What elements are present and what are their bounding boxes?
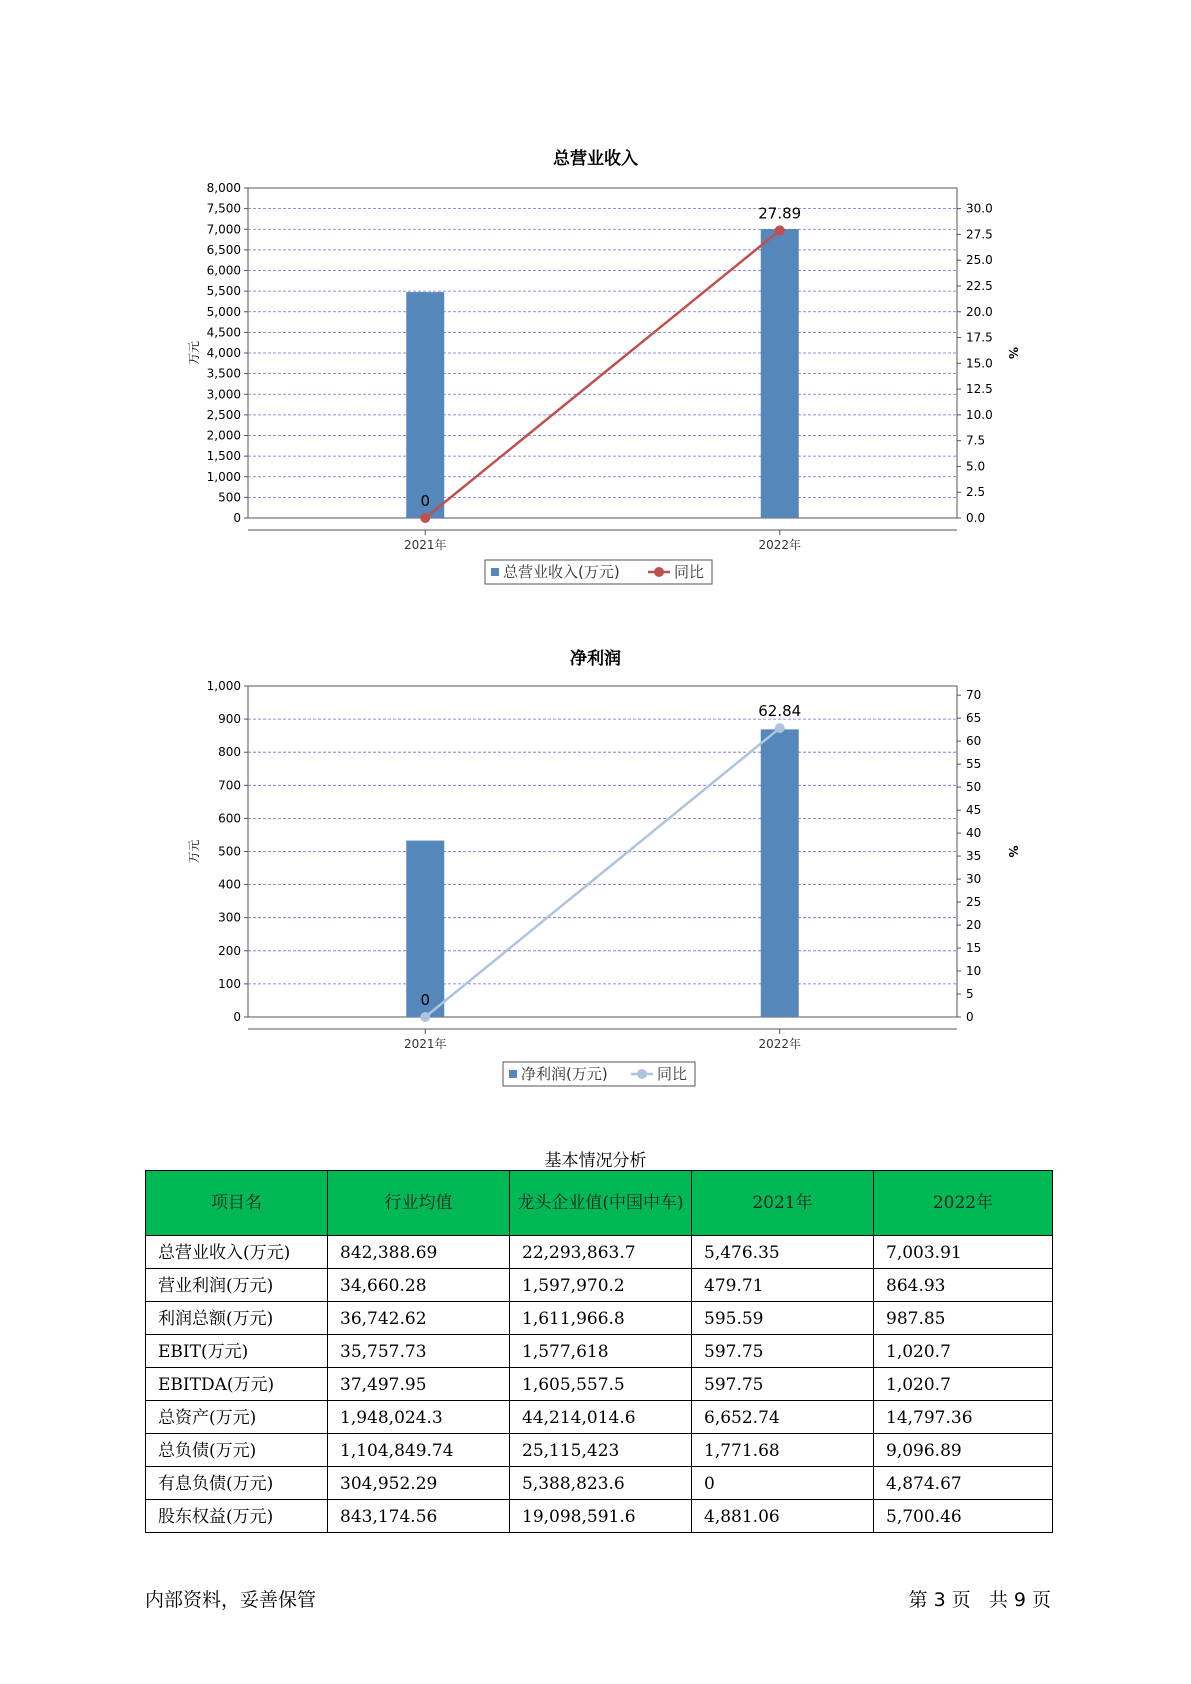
data-label: 27.89 [758,204,802,223]
y2-tick-label: 5 [966,987,974,1002]
table-cell: 1,605,557.5 [510,1368,692,1401]
y-tick-label: 500 [218,844,241,859]
table-cell: 0 [692,1467,874,1500]
footer-confidential: 内部资料，妥善保管 [145,1589,317,1611]
legend-label: 总营业收入(万元) [503,563,620,581]
series-point [420,1012,430,1022]
y2-tick-label: 0.0 [966,511,986,525]
table-cell: 843,174.56 [328,1500,510,1533]
table-cell: EBITDA(万元) [146,1368,328,1401]
table-cell: 4,874.67 [874,1467,1053,1500]
table-header-cell: 行业均值 [328,1171,510,1236]
bar [761,729,799,1017]
y-tick-label: 3,000 [206,387,241,402]
table-cell: 36,742.62 [328,1302,510,1335]
table-row [146,1269,1053,1302]
table-row [146,1236,1053,1269]
table-cell: 1,948,024.3 [328,1401,510,1434]
table-cell: 842,388.69 [328,1236,510,1269]
table-header-cell: 2021年 [692,1171,874,1236]
y-tick-label: 4,000 [206,346,241,360]
y2-tick-label: 60 [966,734,982,749]
y2-tick-label: 22.5 [966,278,993,293]
table-row [146,1500,1053,1533]
table-cell: 22,293,863.7 [510,1236,692,1269]
table-row [146,1401,1053,1434]
table-cell: 1,104,849.74 [328,1434,510,1467]
table-cell: 5,700.46 [874,1500,1053,1533]
legend-swatch-bar [509,1070,517,1078]
table-cell: 987.85 [874,1302,1053,1335]
y2-tick-label: 20.0 [966,304,993,319]
table-cell: EBIT(万元) [146,1335,328,1368]
y2-tick-label: 25 [966,895,982,910]
y2-tick-label: 50 [966,780,982,795]
table-cell: 1,577,618 [510,1335,692,1368]
y2-tick-label: 40 [966,826,982,841]
table-row [146,1335,1053,1368]
x-tick-label: 2021年 [403,538,447,552]
y2-tick-label: 20 [966,918,982,933]
y-tick-label: 1,000 [206,679,241,693]
y2-tick-label: 65 [966,711,982,726]
table-title: 基本情况分析 [544,1151,647,1171]
table-cell: 总负债(万元) [146,1434,328,1467]
table-cell: 37,497.95 [328,1368,510,1401]
y-tick-label: 1,500 [206,449,241,464]
table-cell: 6,652.74 [692,1401,874,1434]
y2-tick-label: 5.0 [966,459,986,474]
y2-tick-label: 15 [966,941,982,956]
table-cell: 1,020.7 [874,1368,1053,1401]
y-tick-label: 3,500 [206,366,241,381]
y-tick-label: 500 [218,490,241,505]
data-label: 0 [420,492,431,510]
y-tick-label: 200 [218,943,241,958]
table-cell: 4,881.06 [692,1500,874,1533]
table-cell: 25,115,423 [510,1434,692,1467]
y-tick-label: 300 [218,910,241,925]
y2-tick-label: 55 [966,757,982,772]
table-header-row [146,1171,1053,1236]
legend-label: 同比 [657,1065,688,1083]
table-cell: 597.75 [692,1335,874,1368]
y2-axis-label: % [1006,845,1020,858]
y-tick-label: 6,000 [206,263,241,278]
x-tick-label: 2022年 [758,1037,802,1051]
y-tick-label: 0 [233,1010,241,1024]
basic-analysis-table [145,1170,1053,1533]
y-tick-label: 2,000 [206,428,241,443]
y-tick-label: 6,500 [206,242,241,257]
y2-tick-label: 10 [966,964,982,979]
y2-tick-label: 25.0 [966,253,993,268]
table-cell: 5,476.35 [692,1236,874,1269]
y2-tick-label: 30.0 [966,201,993,216]
y-tick-label: 400 [218,877,241,892]
y2-tick-label: 27.5 [966,227,993,242]
x-tick-label: 2021年 [403,1037,447,1051]
y-tick-label: 8,000 [206,181,241,195]
y2-tick-label: 12.5 [966,382,993,397]
table-cell: 总营业收入(万元) [146,1236,328,1269]
table-row [146,1368,1053,1401]
table-cell: 7,003.91 [874,1236,1053,1269]
y-tick-label: 700 [218,778,241,793]
table-header-cell: 龙头企业值(中国中车) [510,1171,692,1236]
table-cell: 35,757.73 [328,1335,510,1368]
y-tick-label: 800 [218,745,241,760]
y-tick-label: 5,000 [206,304,241,319]
table-cell: 9,096.89 [874,1434,1053,1467]
y2-tick-label: 70 [966,688,982,703]
table-cell: 总资产(万元) [146,1401,328,1434]
table-cell: 304,952.29 [328,1467,510,1500]
legend-label: 净利润(万元) [521,1065,608,1083]
y-tick-label: 7,000 [206,222,241,237]
table-cell: 595.59 [692,1302,874,1335]
y-tick-label: 0 [233,511,241,525]
y2-tick-label: 17.5 [966,330,993,345]
data-label: 0 [420,991,431,1009]
table-cell: 864.93 [874,1269,1053,1302]
y-tick-label: 1,000 [206,469,241,484]
table-cell: 597.75 [692,1368,874,1401]
y2-tick-label: 0 [966,1010,974,1024]
y2-axis-label: % [1006,346,1020,360]
y2-tick-label: 7.5 [966,433,986,448]
table-cell: 19,098,591.6 [510,1500,692,1533]
table-cell: 5,388,823.6 [510,1467,692,1500]
y2-tick-label: 45 [966,803,982,818]
chart-title-revenue: 总营业收入 [553,149,638,169]
series-point [775,723,785,733]
table-row [146,1434,1053,1467]
y-axis-label: 万元 [187,340,201,366]
table-cell: 1,771.68 [692,1434,874,1467]
y2-tick-label: 2.5 [966,485,986,500]
y-tick-label: 4,500 [206,325,241,340]
table-cell: 1,611,966.8 [510,1302,692,1335]
y-tick-label: 7,500 [206,201,241,216]
y-tick-label: 5,500 [206,284,241,299]
y2-tick-label: 35 [966,849,982,864]
y-tick-label: 900 [218,712,241,727]
y-tick-label: 2,500 [206,407,241,422]
legend-swatch-point [637,1069,647,1079]
table-cell: 34,660.28 [328,1269,510,1302]
legend-label: 同比 [674,563,705,581]
table-cell: 营业利润(万元) [146,1269,328,1302]
y2-tick-label: 10.0 [966,407,993,422]
table-row [146,1467,1053,1500]
table-cell: 1,020.7 [874,1335,1053,1368]
table-cell: 利润总额(万元) [146,1302,328,1335]
y-tick-label: 100 [218,976,241,991]
x-tick-label: 2022年 [758,538,802,552]
data-label: 62.84 [758,702,802,721]
table-row [146,1302,1053,1335]
y-tick-label: 600 [218,811,241,826]
table-header-cell: 项目名 [146,1171,328,1236]
chart-title-net-profit: 净利润 [570,649,621,669]
table-cell: 股东权益(万元) [146,1500,328,1533]
y2-tick-label: 30 [966,872,982,887]
footer-page-number: 第 3 页 共 9 页 [908,1589,1051,1611]
y2-tick-label: 15.0 [966,356,993,371]
y-axis-label: 万元 [187,839,201,864]
table-cell: 44,214,014.6 [510,1401,692,1434]
table-header-cell: 2022年 [874,1171,1053,1236]
table-cell: 1,597,970.2 [510,1269,692,1302]
table-cell: 有息负债(万元) [146,1467,328,1500]
table-cell: 14,797.36 [874,1401,1053,1434]
table-cell: 479.71 [692,1269,874,1302]
